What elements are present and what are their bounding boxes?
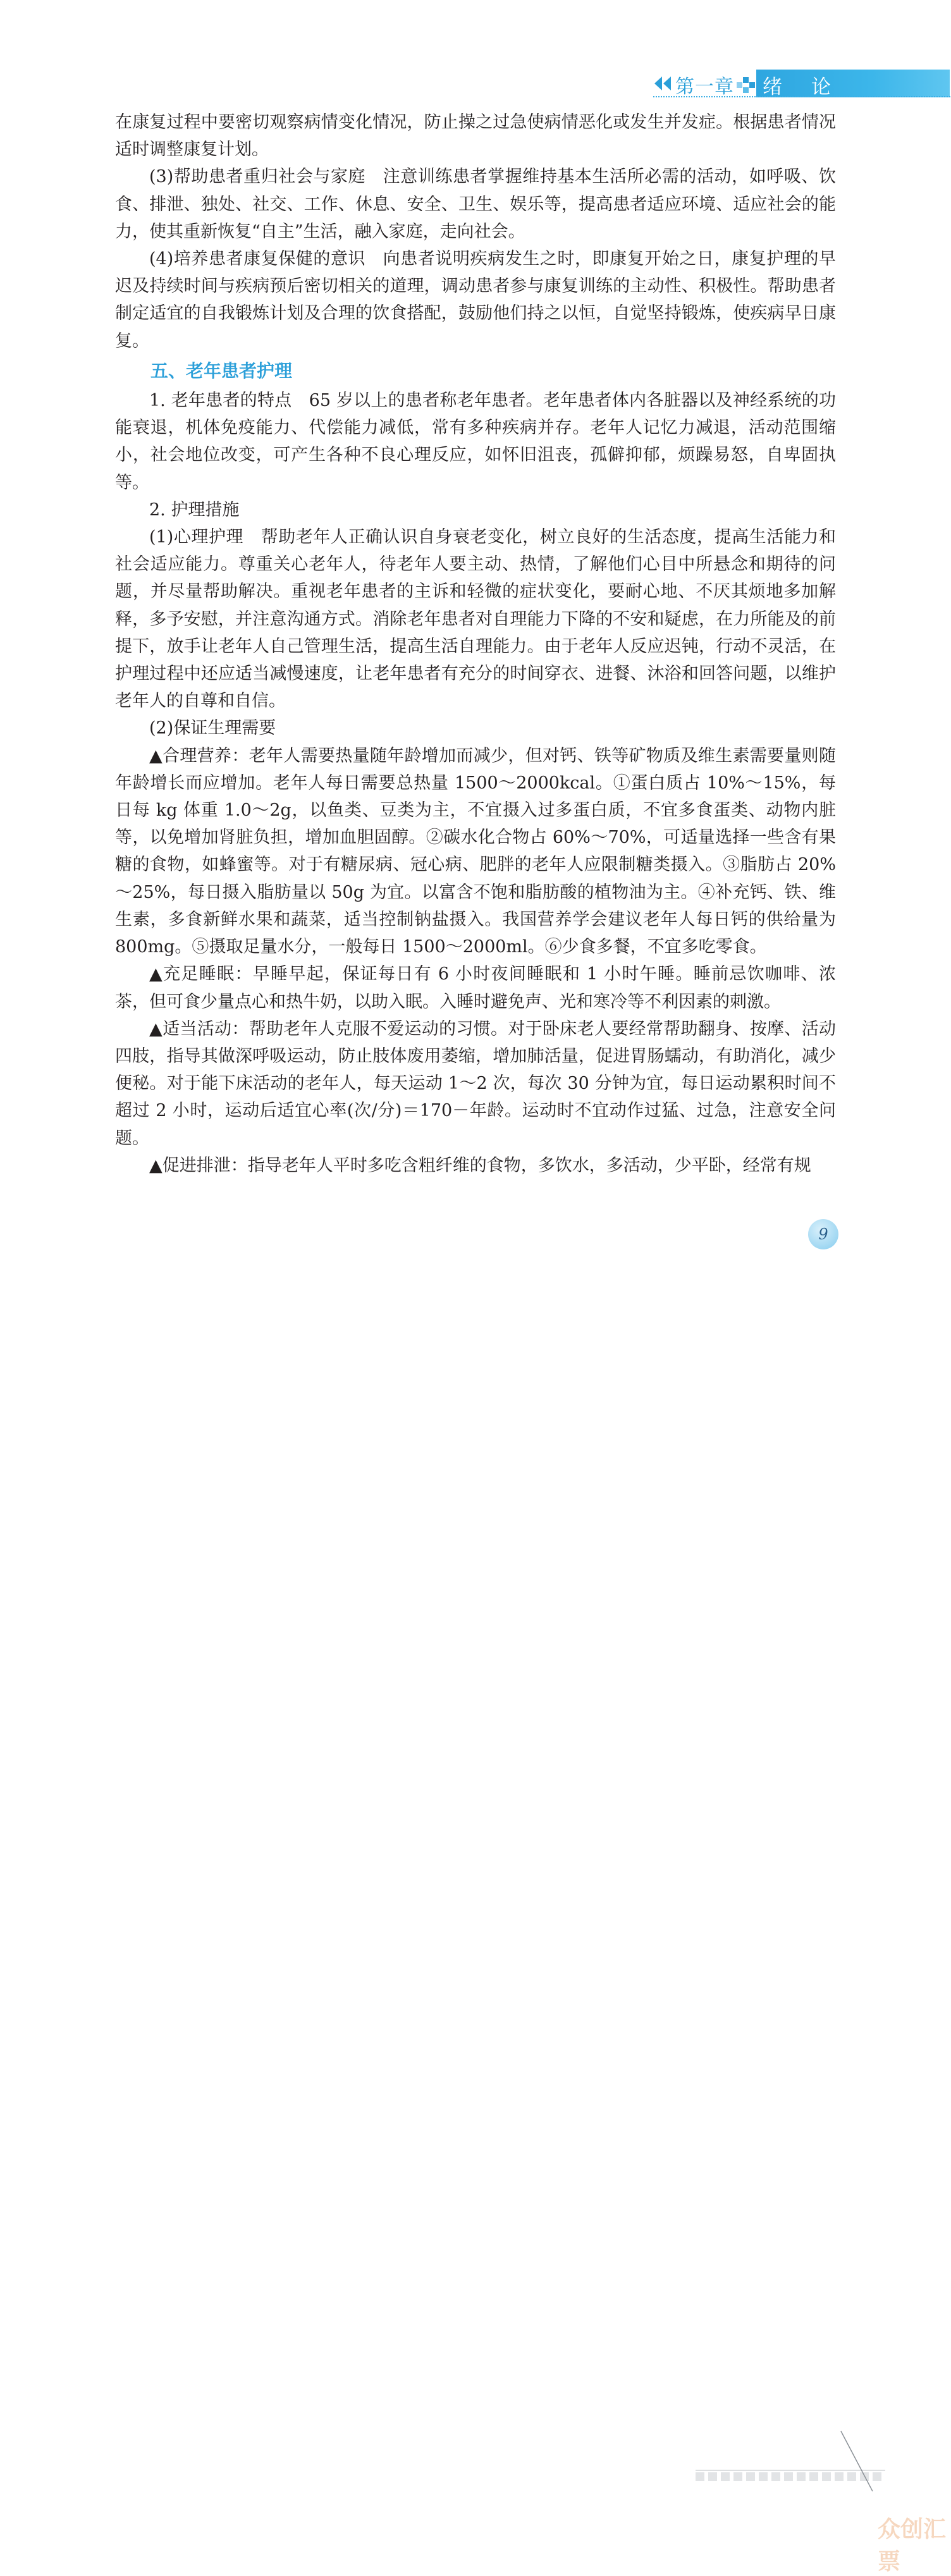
double-left-arrow-icon <box>653 75 672 92</box>
page-number: 9 <box>808 1219 838 1249</box>
chapter-label: 第一章 <box>675 76 734 98</box>
header-dotted-rule <box>653 96 950 97</box>
paragraph-health-awareness: (4)培养患者康复保健的意识 向患者说明疾病发生之时，即康复开始之日，康复护理的早迟及持续时间与疾病预后密切相关的道理，调动患者参与康复训练的主动性、积极性。帮助患者制定适宜的自我锻炼计划及合理的饮食搭配，鼓励他们持之以恒，自觉坚持锻炼，使疾病早日康复。 <box>115 249 836 351</box>
page-header <box>0 0 951 107</box>
paragraph-nursing-measures: 2. 护理措施 <box>149 500 240 520</box>
paragraph-sleep: ▲充足睡眠：早睡早起，保证每日有 6 小时夜间睡眠和 1 小时午睡。睡前忌饮咖啡、浓茶，但可食少量点心和热牛奶，以助入眠。入睡时避免声、光和寒冷等不利因素的刺激。 <box>115 964 836 1012</box>
watermark: 众创汇票 <box>878 2517 947 2575</box>
section-heading: 五、老年患者护理 <box>150 360 293 381</box>
paragraph-psychological-care: (1)心理护理 帮助老年人正确认识自身衰老变化，树立良好的生活态度，提高生活能力和社会适应能力。尊重关心老年人，待老年人要主动、热情，了解他们心目中所悬念和期待的问题，并尽量帮助解决。重视老年患者的主诉和轻微的症状变化，要耐心地、不厌其烦地多加解释，多予安慰，并注意沟通方式。消除老年患者对自理能力下降的不安和疑虑，在力所能及的前提下，放手让老年人自己管理生活，提高生活自理能力。由于老年人反应迟钝，行动不灵活，在护理过程中还应适当减慢速度，让老年患者有充分的时间穿衣、进餐、沐浴和回答问题，以维护老年人的自尊和自信。 <box>115 527 836 711</box>
decorative-squares-icon <box>735 75 757 96</box>
chapter-title: 绪论 <box>763 76 860 99</box>
paragraph-reintegration: (3)帮助患者重归社会与家庭 注意训练患者掌握维持基本生活所必需的活动，如呼吸、饮食、排泄、独处、社交、工作、休息、安全、卫生、娱乐等，提高患者适应环境、适应社会的能力，使其重新恢复“自主”生活，融入家庭，走向社会。 <box>115 167 836 242</box>
paragraph-activity: ▲适当活动：帮助老年人克服不爱运动的习惯。对于卧床老人要经常帮助翻身、按摩、活动四肢，指导其做深呼吸运动，防止肢体废用萎缩，增加肺活量，促进胃肠蠕动，有助消化，减少便秘。对于能下床活动的老年人，每天运动 1～2 次，每次 30 分钟为宜，每日运动累积时间不超过 2 小时，运动后适宜心率(次/分)＝170－年龄。运动时不宜动作过猛、过急，注意安全问题。 <box>115 1019 836 1148</box>
paragraph-elderly-characteristics: 1. 老年患者的特点 65 岁以上的患者称老年患者。老年患者体内各脏器以及神经系统的功能衰退，机体免疫能力、代偿能力减低，常有多种疾病并存。老年人记忆力减退，活动范围缩小，社会地位改变，可产生各种不良心理反应，如怀旧沮丧，孤僻抑郁，烦躁易怒，自卑固执等。 <box>115 391 836 493</box>
paragraph-nutrition: ▲合理营养：老年人需要热量随年龄增加而减少，但对钙、铁等矿物质及维生素需要量则随年龄增长而应增加。老年人每日需要总热量 1500～2000kcal。①蛋白质占 10%～15%，每日每 kg 体重 1.0～2g，以鱼类、豆类为主，不宜摄入过多蛋白质，不宜多食蛋类、动物内脏等，以免增加肾脏负担，增加血胆固醇。②碳水化合物占 60%～70%，可适量选择一些含有果糖的食物，如蜂蜜等。对于有糖尿病、冠心病、肥胖的老年人应限制糖类摄入。③脂肪占 20%～25%，每日摄入脂肪量以 50g 为宜。以富含不饱和脂肪酸的植物油为主。④补充钙、铁、维生素，多食新鲜水果和蔬菜，适当控制钠盐摄入。我国营养学会建议老年人每日钙的供给量为 800mg。⑤摄取足量水分，一般每日 1500～2000ml。⑥少食多餐，不宜多吃零食。 <box>115 745 836 957</box>
paragraph-physiological-needs: (2)保证生理需要 <box>149 718 276 739</box>
footer-slash-decoration <box>835 2428 892 2498</box>
page-body <box>115 109 836 1179</box>
paragraph-excretion: ▲促进排泄：指导老年人平时多吃含粗纤维的食物，多饮水，多活动，少平卧，经常有规 <box>149 1155 811 1175</box>
paragraph-continued: 在康复过程中要密切观察病情变化情况，防止操之过急使病情恶化或发生并发症。根据患者情况适时调整康复计划。 <box>115 113 836 160</box>
